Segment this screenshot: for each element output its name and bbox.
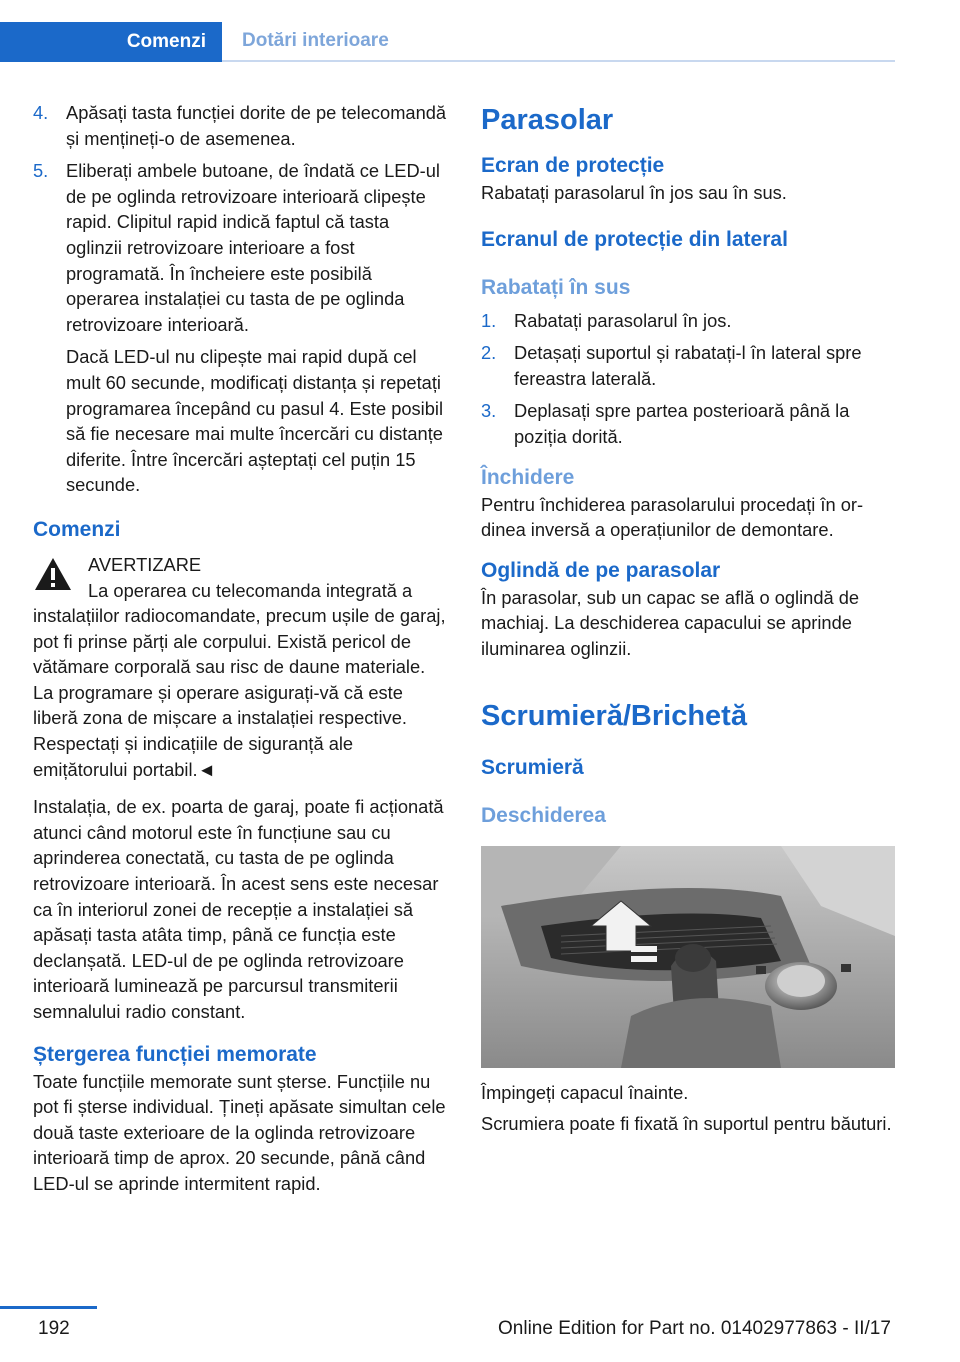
step-number: 5.: [33, 160, 49, 182]
subheading-deschiderea: Deschiderea: [481, 803, 606, 827]
footer-divider: [0, 1306, 97, 1309]
step-number: 4.: [33, 102, 49, 123]
tab-dotari-interioare[interactable]: Dotări interioare: [222, 22, 895, 62]
section-heading-scrumiera-bricheta: Scrumieră/Brichetă: [481, 699, 747, 732]
page-title-parasolar: Parasolar: [481, 104, 614, 136]
left-column: [33, 100, 450, 1197]
step-text: Deplasați spre partea posterioară până la poziția dorită.: [514, 400, 850, 447]
right-column: [481, 100, 897, 1137]
tab-comenzi[interactable]: Comenzi: [0, 22, 222, 62]
section-heading-scrumiera: Scrumieră: [481, 755, 584, 779]
photo-caption-1: Împingeți capacul înainte.: [481, 1081, 689, 1103]
step-text: Eliberați ambele butoane, de îndată ce LED-ul de pe oglinda retrovizoare interioară clipește rapid. Clipitul rapid indică faptul că tasta oglinzii retrovizoare interioare a fost programată. În încheiere este posibilă operarea instalației cu tasta de pe oglinda retrovizoare interioară.: [66, 160, 440, 335]
list-item: [481, 398, 897, 449]
inchidere-text: Pentru închiderea parasolarului procedați în ordinea inversă a operațiunilor de demontare.: [481, 493, 864, 541]
list-item: [33, 100, 450, 151]
section-heading-stergere: Ștergerea funcției memorate: [33, 1042, 317, 1066]
oglinda-text: În parasolar, sub un capac se află o oglindă de machiaj. La deschiderea capacului se aprinde iluminarea oglinzii.: [481, 586, 860, 659]
list-item: [33, 158, 450, 337]
section-heading-ecran: Ecran de protecție: [481, 154, 665, 177]
warning-box: [33, 552, 450, 782]
step-note: Dacă LED-ul nu clipește mai rapid după cel mult 60 secunde, modificați distanța și repetați programarea începând cu pasul 4. Este posibil să fie necesare mai multe încercări cu distanțe diferite. Între încercări așteptați cel puțin 15 secunde.: [66, 346, 444, 496]
section-heading-comenzi: Comenzi: [33, 517, 121, 541]
warning-body: La operarea cu telecomanda integrată a instalațiilor radiocomandate, precum ușile de garaj, pot fi prinse părți ale corpului. Există pericol de vătămare corporală sau risc de daune materiale. La programare și operare asigurați-vă că este liberă zona de mișcare a instalației respective. Respectați și indicațiile de siguranță ale emițătorului portabil.◄: [33, 579, 446, 780]
ecran-text: Rabatați parasolarul în jos sau în sus.: [481, 182, 787, 203]
list-item: [481, 340, 897, 391]
stergere-paragraph: Toate funcțiile memorate sunt șterse. Funcțiile nu pot fi șterse individual. Țineți apăsate simultan cele două taste exterioare de la oglinda retrovizoare interioară timp de aprox. 20 secunde, până când LED-ul se aprinde intermitent rapid.: [33, 1070, 446, 1194]
edition-label: Online Edition for Part no. 01402977863 - II/17: [498, 1318, 891, 1339]
step-number: 2.: [481, 342, 497, 364]
step-number: 3.: [481, 400, 497, 422]
section-heading-lateral: Ecranul de protecție din lateral: [481, 227, 788, 251]
subheading-inchidere: Închidere: [481, 465, 575, 489]
step-number: 1.: [481, 309, 497, 331]
comenzi-paragraph: Instalația, de ex. poarta de garaj, poate fi acționată atunci când motorul este în funcțiune sau cu aprinderea conectată, cu tasta de pe oglinda retrovizoare interioară. În acest sens este necesar ca în interiorul zonei de recepție a instalației să apăsați tasta atâta timp, până ce funcția este declanșată. LED-ul de pe oglinda retrovizoare interioară luminează pe parcursul transmiterii semnalului radio constant.: [33, 796, 444, 1022]
warning-title: AVERTIZARE: [88, 553, 202, 575]
subheading-rabatati: Rabatați în sus: [481, 275, 631, 299]
list-item: [481, 308, 897, 334]
section-heading-oglinda: Oglindă de pe parasolar: [481, 558, 721, 582]
ashtray-photo: [481, 846, 895, 1068]
photo-caption-2: Scrumiera poate fi fixată în suportul pentru băuturi.: [481, 1113, 892, 1135]
step-text: Apăsați tasta funcției dorite de pe telecomandă și mențineți-o de asemenea.: [66, 102, 447, 149]
warning-triangle-icon: [33, 556, 73, 592]
step-text: Detașați suportul și rabatați-l în lateral spre fereastra laterală.: [514, 342, 862, 389]
step-text: Rabatați parasolarul în jos.: [514, 309, 732, 331]
page-number: 192: [38, 1318, 70, 1339]
header-tabs: [0, 22, 895, 62]
